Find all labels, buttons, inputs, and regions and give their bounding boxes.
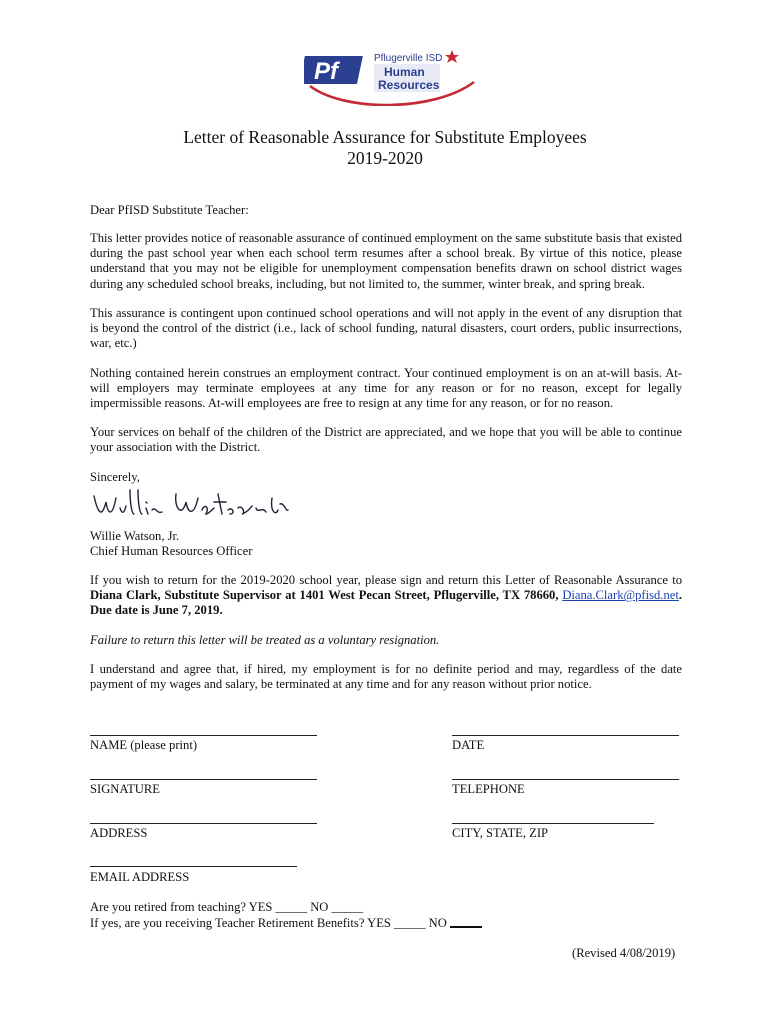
contact-email-link[interactable]: Diana.Clark@pfisd.net (562, 588, 679, 603)
signature-line[interactable] (90, 779, 317, 780)
signer-title: Chief Human Resources Officer (90, 544, 253, 558)
signature-label: SIGNATURE (90, 782, 160, 796)
signer-name: Willie Watson, Jr. (90, 529, 180, 543)
logo-line2: Human (384, 65, 425, 79)
city-label: CITY, STATE, ZIP (452, 826, 549, 840)
name-label: NAME (please print) (90, 738, 198, 752)
return-address: Diana Clark, Substitute Supervisor at 1401 West Pecan Street, Pflugerville, TX 78660, (90, 588, 563, 603)
logo-line1: Pflugerville ISD (374, 53, 443, 64)
document-year: 2019-2020 (347, 148, 423, 168)
benefits-no-blank[interactable] (450, 926, 482, 928)
closing: Sincerely, (90, 470, 140, 484)
date-label: DATE (452, 738, 485, 752)
document-title: Letter of Reasonable Assurance for Substitute Employees (183, 127, 587, 147)
email-line[interactable] (90, 866, 297, 867)
due-date: Due date is June 7, 2019. (90, 603, 223, 618)
star-icon (445, 50, 459, 63)
agreement-statement: I understand and agree that, if hired, my employment is for no definite period and may, regardless of the date payment of my wages and salary, be terminated at any time and for any reason without prior notice. (90, 662, 682, 692)
name-line[interactable] (90, 735, 317, 736)
paragraph-appreciation: Your services on behalf of the children of the District are appreciated, and we hope that you will be able to continue your association with the District. (90, 425, 682, 455)
revision-date: (Revised 4/08/2019) (572, 946, 676, 960)
return-period: . (678, 588, 682, 603)
return-instructions (90, 573, 682, 619)
paragraph-reasonable-assurance: This letter provides notice of reasonable assurance of continued employment on the same substitute basis that existed during the past school year when each school term resumes after a school break. By virtue of this notice, please understand that you may not be eligible for unemployment compensation benefits drawn on school district wages during any scheduled school breaks, including, but not limited to, the summer, winter break, and spring break. (90, 231, 682, 291)
voluntary-resignation-warning: Failure to return this letter will be treated as a voluntary resignation. (90, 633, 440, 647)
address-line[interactable] (90, 823, 317, 824)
telephone-line[interactable] (452, 779, 679, 780)
address-label: ADDRESS (90, 826, 148, 840)
return-intro: If you wish to return for the 2019-2020 school year, please sign and return this Letter of Reasonable Assurance to (90, 573, 682, 587)
paragraph-at-will: Nothing contained herein construes an employment contract. Your continued employment is on an at-will basis. At-will employers may terminate employees at any time for any reason or for no reason, except for legally impermissible reasons. At-will employees are free to resign at any time for any reason, or for no reason. (90, 366, 682, 411)
city-line[interactable] (452, 823, 654, 824)
salutation: Dear PfISD Substitute Teacher: (90, 203, 249, 217)
benefits-question (90, 916, 482, 931)
signature-image (90, 484, 290, 526)
benefits-question-text: If yes, are you receiving Teacher Retirement Benefits? YES _____ NO (90, 916, 451, 930)
telephone-label: TELEPHONE (452, 782, 525, 796)
email-label: EMAIL ADDRESS (90, 870, 190, 884)
logo-mark: Pf (314, 58, 338, 85)
pfisd-hr-logo (304, 46, 484, 106)
paragraph-contingency: This assurance is contingent upon continued school operations and will not apply in the event of any disruption that is beyond the control of the district (i.e., lack of school funding, natural disasters, court orders, public insurrections, war, etc.) (90, 306, 682, 351)
date-line[interactable] (452, 735, 679, 736)
retired-question: Are you retired from teaching? YES _____ NO _____ (90, 900, 364, 914)
logo-line3: Resources (378, 78, 440, 92)
